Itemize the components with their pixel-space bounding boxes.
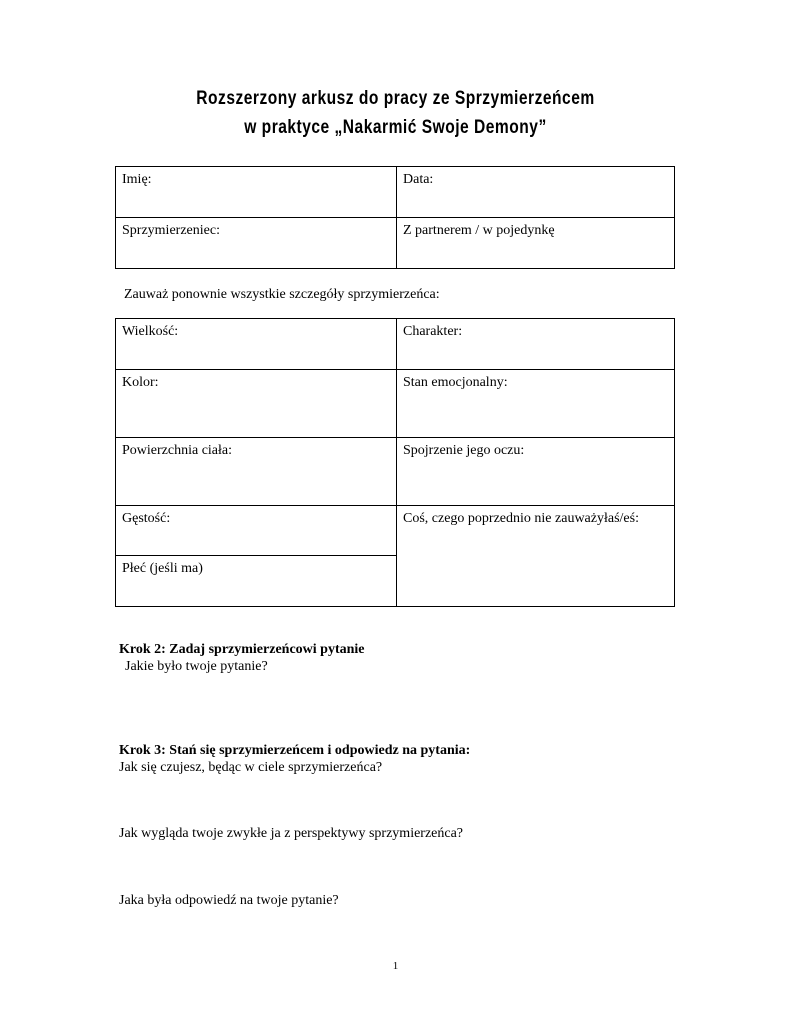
page-title-line-1: Rozszerzony arkusz do pracy ze Sprzymierzeńcem [196, 88, 595, 109]
step3-question-3: Jaka była odpowiedź na twoje pytanie? [119, 893, 339, 908]
step3-question-1: Jak się czujesz, będąc w ciele sprzymierzeńca? [119, 760, 383, 775]
ally-details-table [115, 318, 675, 607]
size-field[interactable]: Wielkość: [116, 319, 397, 370]
intro-text: Zauważ ponownie wszystkie szczegóły sprzymierzeńca: [124, 287, 440, 302]
gaze-field[interactable]: Spojrzenie jego oczu: [397, 438, 675, 506]
name-field[interactable]: Imię: [116, 167, 397, 218]
step3-heading: Krok 3: Stań się sprzymierzeńcem i odpowiedz na pytania: [119, 743, 471, 758]
step3-question-2: Jak wygląda twoje zwykłe ja z perspektywy sprzymierzeńca? [119, 826, 464, 841]
page-number: 1 [392, 960, 399, 972]
gender-field[interactable]: Płeć (jeśli ma) [116, 556, 397, 607]
page-title-line-2: w praktyce „Nakarmić Swoje Demony” [244, 117, 547, 138]
density-field[interactable]: Gęstość: [116, 506, 397, 556]
ally-field[interactable]: Sprzymierzeniec: [116, 218, 397, 269]
character-field[interactable]: Charakter: [397, 319, 675, 370]
step2-question: Jakie było twoje pytanie? [125, 659, 268, 674]
color-field[interactable]: Kolor: [116, 370, 397, 438]
step2-heading: Krok 2: Zadaj sprzymierzeńcowi pytanie [119, 642, 365, 657]
mode-field[interactable]: Z partnerem / w pojedynkę [397, 218, 675, 269]
body-surface-field[interactable]: Powierzchnia ciała: [116, 438, 397, 506]
date-field[interactable]: Data: [397, 167, 675, 218]
emotional-state-field[interactable]: Stan emocjonalny: [397, 370, 675, 438]
personal-info-table [115, 166, 675, 269]
unnoticed-field[interactable]: Coś, czego poprzednio nie zauważyłaś/eś: [397, 506, 675, 607]
